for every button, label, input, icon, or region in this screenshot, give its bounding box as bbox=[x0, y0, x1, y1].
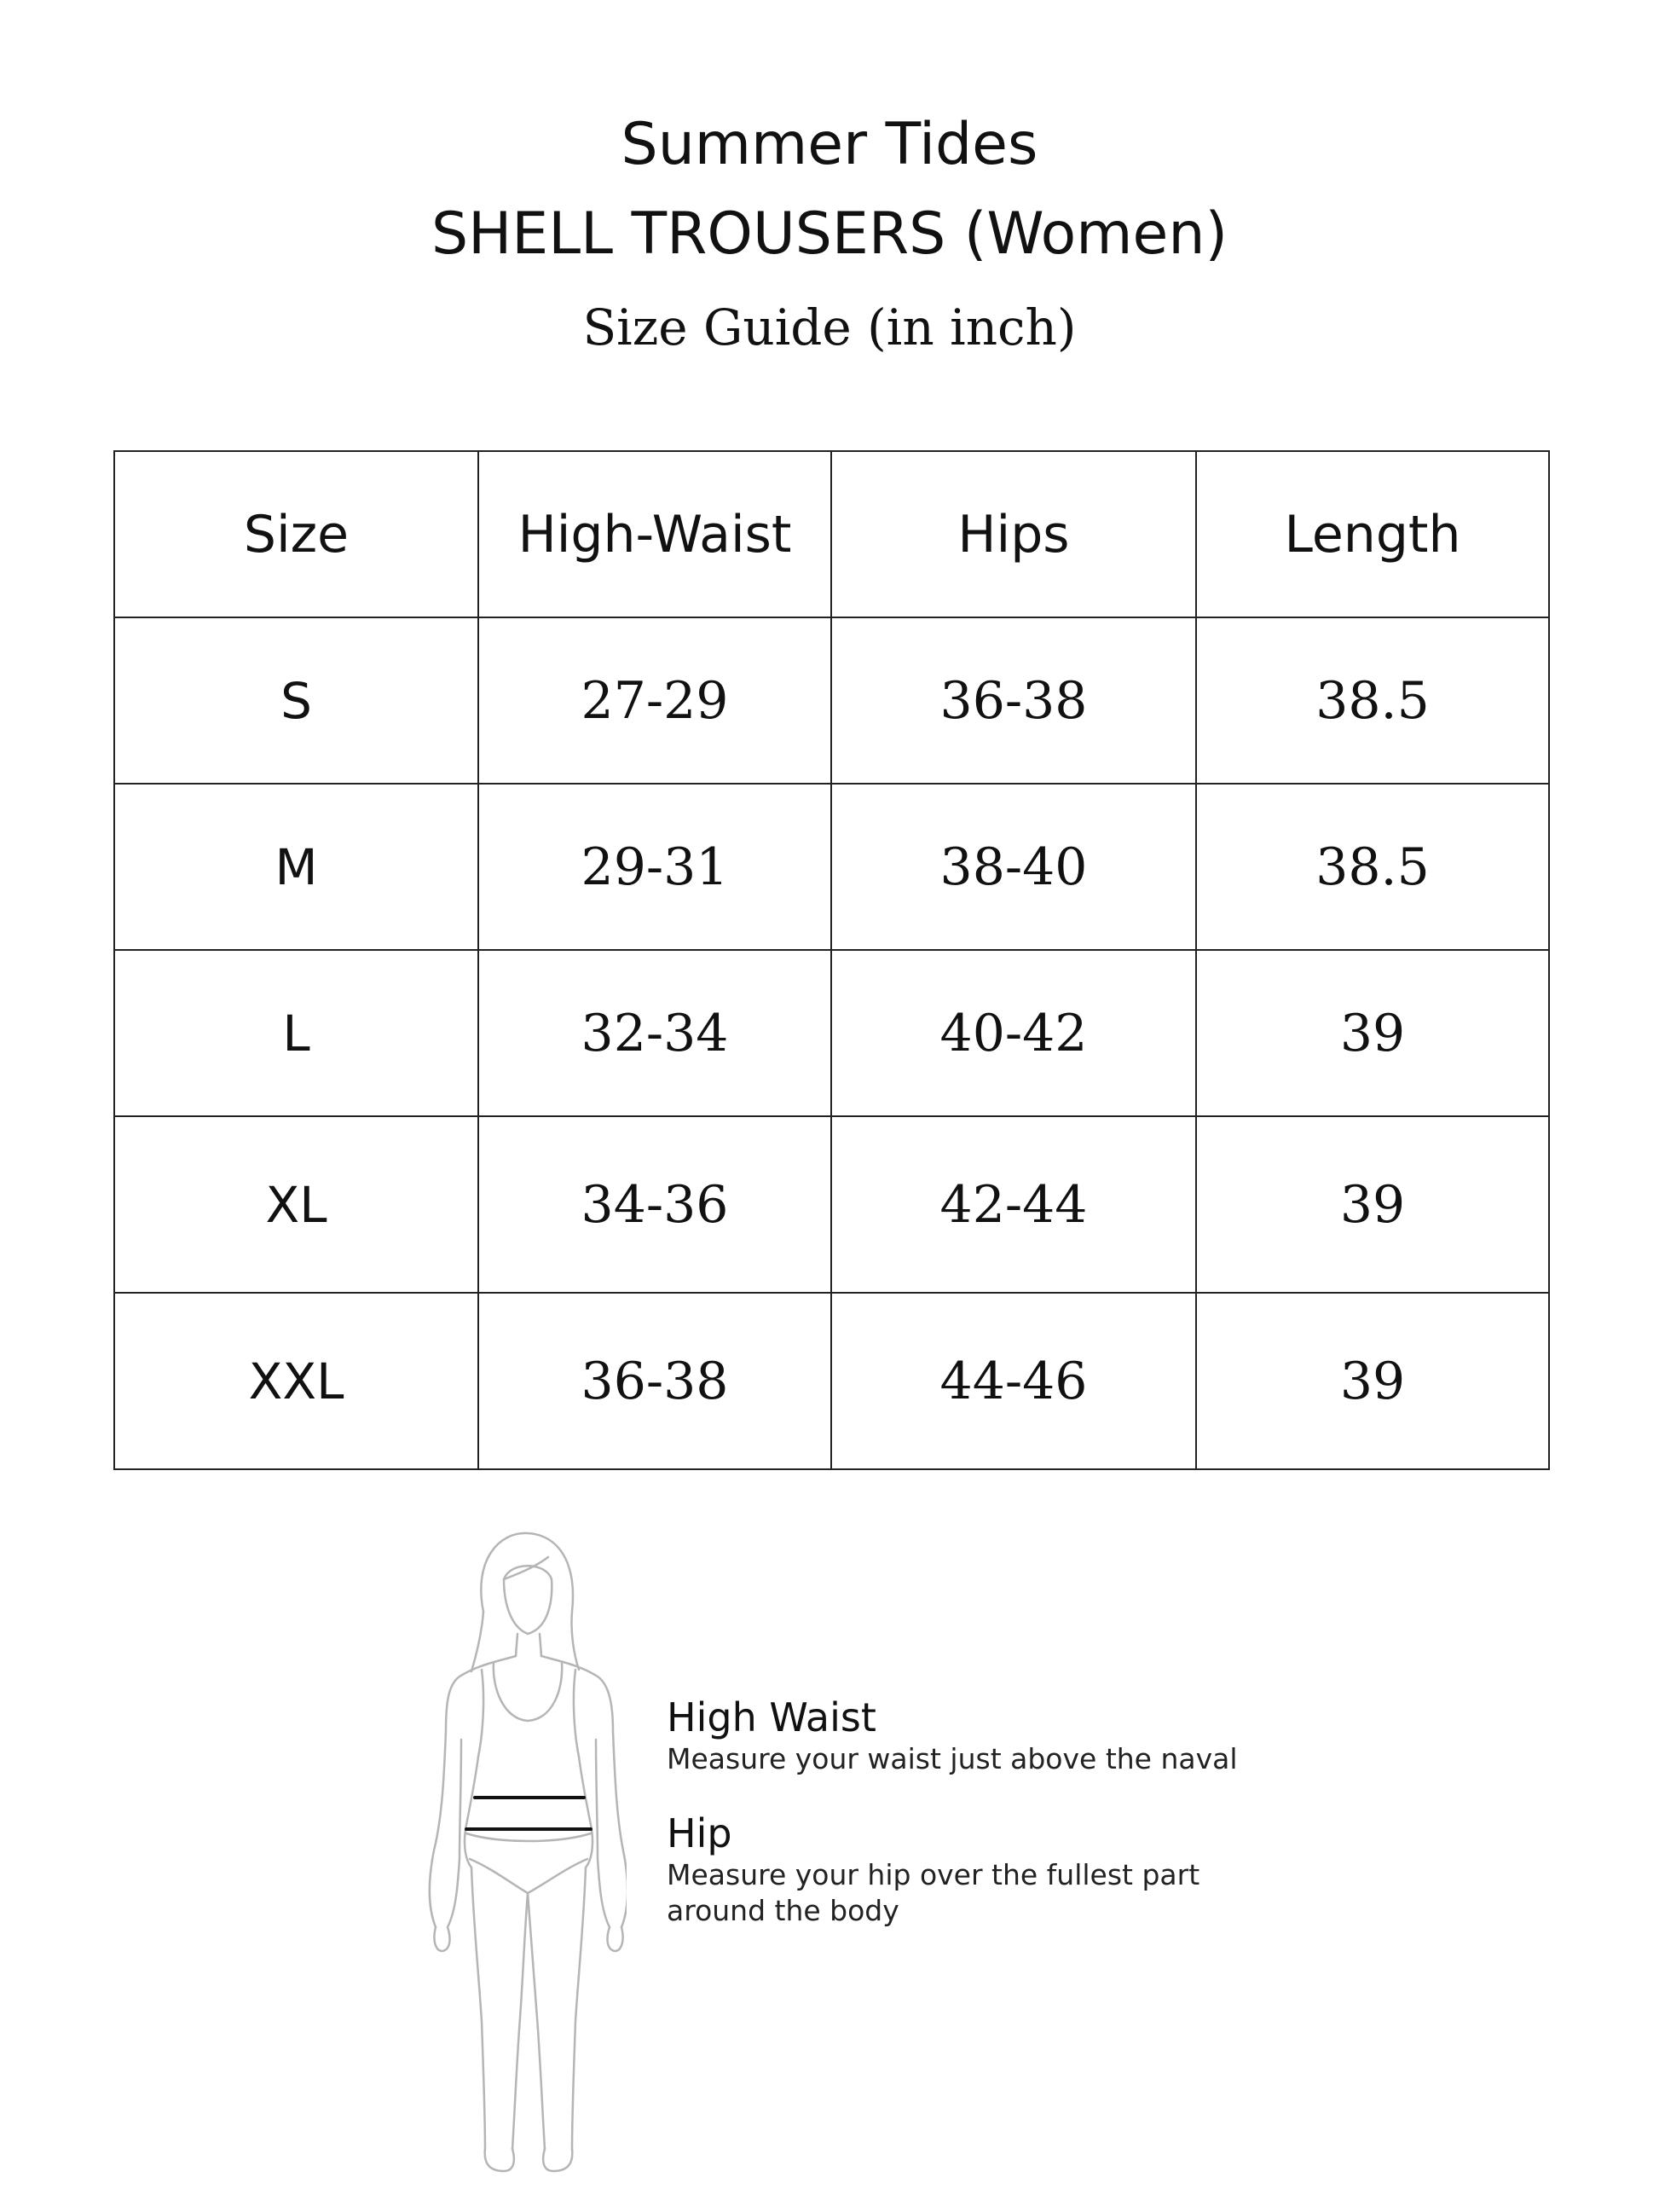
column-header-length: Length bbox=[1196, 451, 1549, 617]
hip-description-line-1: Measure your hip over the fullest part bbox=[667, 1858, 1200, 1891]
measurement-legend bbox=[667, 1694, 1349, 1929]
hips-cell: 40-42 bbox=[831, 950, 1196, 1116]
length-cell: 39 bbox=[1196, 1116, 1549, 1293]
table-row bbox=[114, 1116, 1549, 1293]
high-waist-cell: 36-38 bbox=[478, 1293, 831, 1469]
column-header-high-waist: High-Waist bbox=[478, 451, 831, 617]
table-header-row bbox=[114, 451, 1549, 617]
size-cell: M bbox=[114, 784, 478, 950]
size-cell: S bbox=[114, 617, 478, 784]
table-row bbox=[114, 617, 1549, 784]
length-cell: 39 bbox=[1196, 1293, 1549, 1469]
high-waist-cell: 27-29 bbox=[478, 617, 831, 784]
column-header-hips: Hips bbox=[831, 451, 1196, 617]
length-cell: 38.5 bbox=[1196, 617, 1549, 784]
table-row bbox=[114, 784, 1549, 950]
table-row bbox=[114, 950, 1549, 1116]
product-title: SHELL TROUSERS (Women) bbox=[431, 200, 1228, 268]
female-figure-outline-icon bbox=[422, 1526, 627, 2174]
size-guide-subtitle: Size Guide (in inch) bbox=[582, 298, 1077, 356]
length-cell: 38.5 bbox=[1196, 784, 1549, 950]
size-cell: XL bbox=[114, 1116, 478, 1293]
high-waist-cell: 32-34 bbox=[478, 950, 831, 1116]
hips-cell: 42-44 bbox=[831, 1116, 1196, 1293]
size-cell: XXL bbox=[114, 1293, 478, 1469]
hips-cell: 38-40 bbox=[831, 784, 1196, 950]
column-header-size: Size bbox=[114, 451, 478, 617]
size-table bbox=[113, 450, 1550, 1470]
high-waist-title: High Waist bbox=[667, 1694, 876, 1740]
high-waist-cell: 29-31 bbox=[478, 784, 831, 950]
length-cell: 39 bbox=[1196, 950, 1549, 1116]
hip-description-line-2: around the body bbox=[667, 1894, 899, 1927]
hips-cell: 36-38 bbox=[831, 617, 1196, 784]
hips-cell: 44-46 bbox=[831, 1293, 1196, 1469]
high-waist-description: Measure your waist just above the naval bbox=[667, 1742, 1238, 1775]
hip-block bbox=[667, 1810, 1349, 1929]
table-row bbox=[114, 1293, 1549, 1469]
collection-title: Summer Tides bbox=[621, 111, 1038, 178]
size-cell: L bbox=[114, 950, 478, 1116]
high-waist-cell: 34-36 bbox=[478, 1116, 831, 1293]
hip-title: Hip bbox=[667, 1810, 732, 1856]
